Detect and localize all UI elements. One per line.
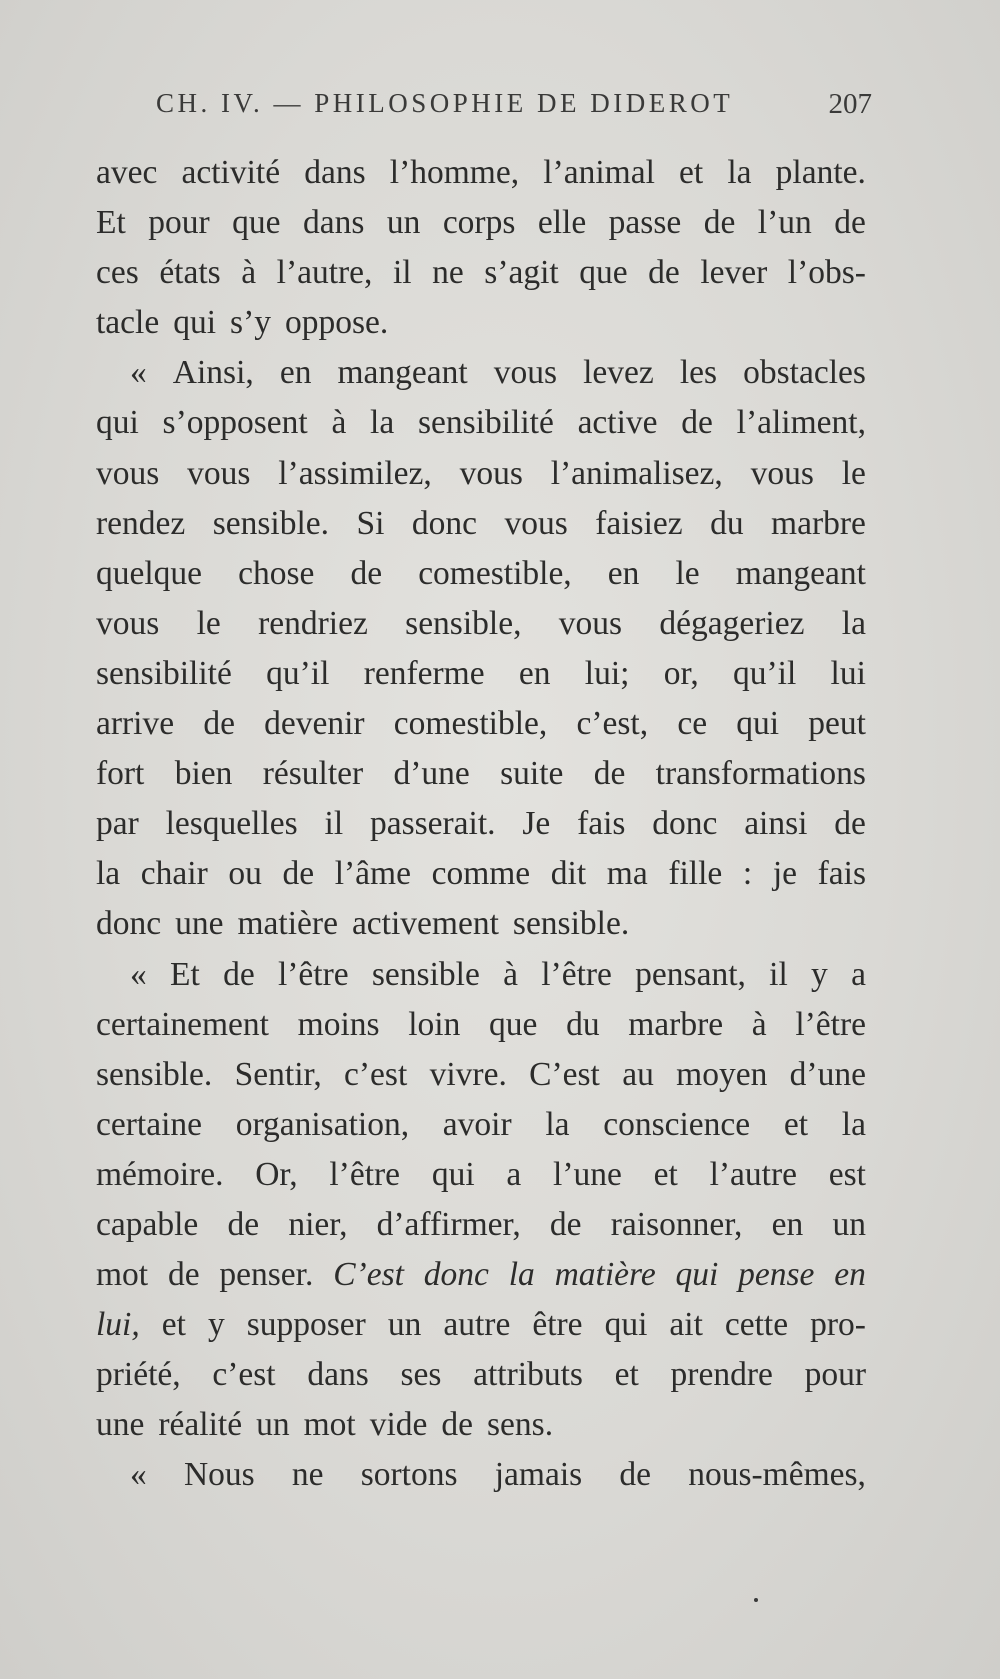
word: la	[508, 1256, 535, 1294]
word: transformations	[655, 755, 866, 793]
word: comestible,	[418, 554, 572, 592]
word: l’un	[757, 204, 812, 242]
word: capable	[96, 1205, 199, 1243]
text-line	[96, 248, 866, 298]
word: à	[241, 254, 257, 292]
word: mot	[303, 1406, 356, 1444]
word: certainement	[96, 1005, 269, 1043]
word: vous	[96, 454, 160, 492]
text-line	[96, 1250, 866, 1300]
word: lesquelles	[165, 805, 298, 843]
word: sensible.	[96, 1055, 213, 1093]
word: à	[751, 1005, 767, 1043]
word: ou	[228, 855, 262, 893]
word: cette	[724, 1306, 789, 1344]
text-line	[96, 1400, 866, 1450]
word: la	[727, 154, 752, 191]
word: de	[282, 855, 315, 893]
word: sensible,	[405, 604, 522, 642]
word: de	[834, 204, 866, 242]
word: en	[834, 1256, 866, 1294]
word: loin	[408, 1005, 461, 1043]
word: y	[207, 1306, 225, 1344]
running-title: CH. IV. — PHILOSOPHIE DE DIDEROT	[156, 88, 734, 118]
word: de	[703, 204, 736, 242]
word: marbre	[628, 1005, 724, 1043]
word: chair	[140, 855, 208, 893]
word: vous	[459, 454, 523, 492]
word: de	[350, 554, 383, 592]
word: c’est	[344, 1055, 408, 1093]
word: priété,	[96, 1356, 181, 1394]
word: un	[387, 1306, 422, 1344]
word: de	[223, 955, 255, 993]
word: Ainsi,	[172, 354, 254, 392]
word: c’est,	[576, 705, 649, 743]
text-line	[96, 649, 866, 699]
word: l’être	[795, 1005, 866, 1043]
word: active	[577, 404, 658, 442]
word: vous	[187, 454, 251, 492]
word: et	[653, 1155, 678, 1193]
text-line	[96, 1300, 866, 1350]
word: l’animal	[543, 154, 655, 191]
word: nous-mêmes,	[688, 1456, 866, 1494]
word: pro-	[810, 1306, 866, 1344]
word: attributs	[473, 1356, 583, 1394]
word: de	[593, 755, 626, 793]
text-line	[96, 849, 866, 899]
word: elle	[537, 204, 587, 242]
word: vous	[96, 604, 160, 642]
word: rendriez	[258, 604, 368, 642]
word: donc	[411, 504, 478, 542]
word: Or,	[255, 1155, 298, 1193]
word: C’est	[529, 1055, 600, 1093]
word: lui;	[584, 654, 630, 692]
text-line	[96, 298, 866, 348]
word: en	[607, 554, 640, 592]
word: l’autre,	[276, 254, 373, 292]
word: de	[203, 705, 235, 743]
word: fort	[96, 755, 145, 793]
text-line	[96, 348, 866, 398]
word: l’être	[329, 1155, 401, 1193]
word: qu’il	[266, 654, 330, 692]
word: résulter	[262, 755, 364, 793]
word: vous	[558, 604, 623, 642]
word: peut	[808, 705, 866, 743]
word: Je	[522, 805, 551, 843]
word: tacle	[96, 304, 160, 342]
word: de	[167, 1256, 200, 1294]
word: pour	[148, 204, 210, 242]
word: une	[96, 1406, 145, 1444]
text-line	[96, 799, 866, 849]
word: rendez	[96, 504, 186, 542]
word: s’y	[230, 304, 271, 342]
word: devenir	[264, 705, 365, 743]
word: dit	[550, 855, 587, 893]
word: un	[256, 1406, 290, 1444]
word: vous	[493, 354, 558, 392]
word: suite	[500, 755, 564, 793]
word: qu’il	[732, 654, 797, 692]
word: sensibilité	[96, 654, 232, 692]
word: l’être	[277, 955, 349, 993]
text-line	[96, 398, 866, 448]
word: «	[130, 955, 147, 993]
word: donc	[96, 905, 162, 943]
word: l’assimilez,	[278, 454, 432, 492]
word: fais	[817, 855, 866, 893]
word: ces	[96, 254, 139, 292]
word: marbre	[771, 504, 866, 542]
word: moins	[297, 1005, 380, 1043]
word: quelque	[96, 554, 203, 592]
word: l’animalisez,	[550, 454, 723, 492]
word: sensible	[371, 955, 480, 993]
word: raisonner,	[610, 1205, 743, 1243]
word: pour	[804, 1356, 866, 1394]
word: l’aliment,	[736, 404, 866, 442]
word: ce	[677, 705, 708, 743]
word: ne	[432, 254, 464, 292]
word: l’être	[541, 955, 612, 993]
word: de	[834, 805, 866, 843]
word: il	[769, 955, 788, 993]
text-line	[96, 549, 866, 599]
word: d’affirmer,	[376, 1205, 521, 1243]
body-text	[96, 148, 866, 1501]
word: ses	[400, 1356, 442, 1394]
word: que	[489, 1005, 538, 1043]
word: matière	[237, 905, 338, 943]
word: renferme	[363, 654, 485, 692]
word: en	[771, 1205, 804, 1243]
word: dans	[304, 154, 366, 191]
word: je	[772, 855, 797, 893]
word: l’une	[553, 1155, 622, 1193]
text-line	[96, 899, 866, 949]
word: ait	[669, 1306, 703, 1344]
text-line	[96, 749, 866, 799]
text-line	[96, 1150, 866, 1200]
word: activité	[181, 154, 281, 191]
text-line	[96, 1450, 866, 1500]
word: de	[227, 1205, 260, 1243]
word: donc	[652, 805, 718, 843]
word: qui	[431, 1155, 475, 1193]
word: avoir	[442, 1105, 512, 1143]
word: levez	[583, 354, 654, 392]
word: organisation,	[235, 1105, 410, 1143]
word: qui	[736, 705, 780, 743]
word: sensible.	[212, 504, 330, 542]
word: comme	[431, 855, 531, 893]
word: prendre	[670, 1356, 773, 1394]
word: qui	[675, 1256, 719, 1294]
word: et	[614, 1356, 639, 1394]
word: or,	[663, 654, 699, 692]
word: la	[96, 855, 121, 893]
word: et	[783, 1105, 809, 1143]
word: qui	[173, 304, 217, 342]
word: dégageriez	[659, 604, 805, 642]
text-line	[96, 198, 866, 248]
word: et	[679, 154, 704, 191]
running-header	[156, 88, 872, 128]
word: ne	[291, 1456, 324, 1494]
word: dans	[302, 204, 365, 242]
word: par	[96, 805, 139, 843]
text-line	[96, 1350, 866, 1400]
word: sensibilité	[417, 404, 554, 442]
word: du	[566, 1005, 600, 1043]
word: la	[545, 1105, 570, 1143]
word: l’homme,	[389, 154, 520, 191]
word: chose	[238, 554, 315, 592]
word: s’opposent	[162, 404, 308, 442]
word: en	[518, 654, 551, 692]
word: y	[811, 955, 828, 993]
word: qui	[604, 1306, 648, 1344]
word: réalité	[158, 1406, 243, 1444]
text-line	[96, 1200, 866, 1250]
word: à	[331, 404, 347, 442]
word: conscience	[603, 1105, 751, 1143]
word: nier,	[288, 1205, 348, 1243]
ink-speck	[754, 1598, 758, 1602]
word: la	[841, 1105, 866, 1143]
word: états	[159, 254, 221, 292]
text-line	[96, 449, 866, 499]
word: fille	[668, 855, 723, 893]
word: un	[832, 1205, 866, 1243]
word: ainsi	[744, 805, 808, 843]
word: jamais	[494, 1456, 583, 1494]
word: pensant,	[635, 955, 746, 993]
word: lui,	[96, 1306, 140, 1344]
word: dans	[307, 1356, 369, 1394]
word: «	[130, 354, 147, 392]
word: oppose.	[285, 304, 389, 342]
word: en	[279, 354, 312, 392]
text-line	[96, 599, 866, 649]
word: le	[675, 554, 700, 592]
word: à	[503, 955, 518, 993]
word: de	[441, 1406, 473, 1444]
word: passerait.	[369, 805, 496, 843]
word: c’est	[212, 1356, 276, 1394]
word: C’est	[333, 1256, 404, 1294]
word: Et	[170, 955, 200, 993]
word: sortons	[360, 1456, 458, 1494]
word: sens.	[487, 1406, 554, 1444]
word: qui	[96, 404, 139, 442]
word: pense	[738, 1256, 815, 1294]
text-line	[96, 1100, 866, 1150]
word: de	[619, 1456, 651, 1494]
word: vivre.	[429, 1055, 507, 1093]
word: l’autre	[709, 1155, 798, 1193]
page-number: 207	[828, 88, 872, 120]
word: moyen	[676, 1055, 768, 1093]
word: Nous	[183, 1456, 255, 1494]
word: mémoire.	[96, 1155, 224, 1193]
word: que	[579, 254, 628, 292]
word: comestible,	[393, 705, 548, 743]
word: passe	[608, 204, 682, 242]
word: autre	[443, 1306, 511, 1344]
word: s’agit	[484, 254, 559, 292]
word: d’une	[789, 1055, 866, 1093]
word: être	[532, 1306, 583, 1344]
word: lever	[700, 254, 768, 292]
word: mangeant	[337, 354, 468, 392]
text-line	[96, 499, 866, 549]
word: faisiez	[595, 504, 683, 542]
word: mangeant	[735, 554, 866, 592]
word: que	[232, 204, 281, 242]
word: fais	[577, 805, 626, 843]
word: corps	[442, 204, 516, 242]
word: Sentir,	[234, 1055, 322, 1093]
word: d’une	[393, 755, 470, 793]
word: Si	[356, 504, 385, 542]
word: certaine	[96, 1105, 202, 1143]
word: vide	[369, 1406, 428, 1444]
text-line	[96, 950, 866, 1000]
word: obstacles	[743, 354, 866, 392]
word: a	[506, 1155, 522, 1193]
word: le	[196, 604, 221, 642]
word: bien	[174, 755, 233, 793]
word: est	[828, 1155, 866, 1193]
word: de	[549, 1205, 582, 1243]
word: activement	[351, 905, 499, 943]
word: lui	[830, 654, 866, 692]
word: Et	[96, 204, 126, 242]
word: :	[742, 855, 753, 893]
word: «	[130, 1456, 147, 1494]
word: la	[370, 404, 395, 442]
word: un	[386, 204, 421, 242]
word: arrive	[96, 705, 175, 743]
word: a	[851, 955, 866, 993]
word: une	[175, 905, 224, 943]
word: vous	[750, 454, 814, 492]
word: mot	[96, 1256, 149, 1294]
word: ma	[606, 855, 648, 893]
word: sensible.	[512, 905, 630, 943]
word: vous	[504, 504, 568, 542]
word: supposer	[246, 1306, 366, 1344]
word: au	[622, 1055, 654, 1093]
word: l’âme	[334, 855, 411, 893]
word: de	[681, 404, 713, 442]
word: avec	[96, 154, 158, 191]
word: les	[679, 354, 718, 392]
text-line	[96, 1050, 866, 1100]
word: penser.	[219, 1256, 314, 1294]
word: matière	[554, 1256, 656, 1294]
word: il	[392, 254, 412, 292]
word: donc	[423, 1256, 489, 1294]
word: le	[841, 454, 866, 492]
word: la	[841, 604, 866, 642]
text-line	[96, 699, 866, 749]
text-line	[96, 148, 866, 198]
word: plante.	[775, 154, 866, 191]
word: et	[161, 1306, 186, 1344]
word: de	[648, 254, 680, 292]
word: il	[324, 805, 344, 843]
word: l’obs-	[787, 254, 866, 292]
word: du	[710, 504, 744, 542]
text-line	[96, 1000, 866, 1050]
